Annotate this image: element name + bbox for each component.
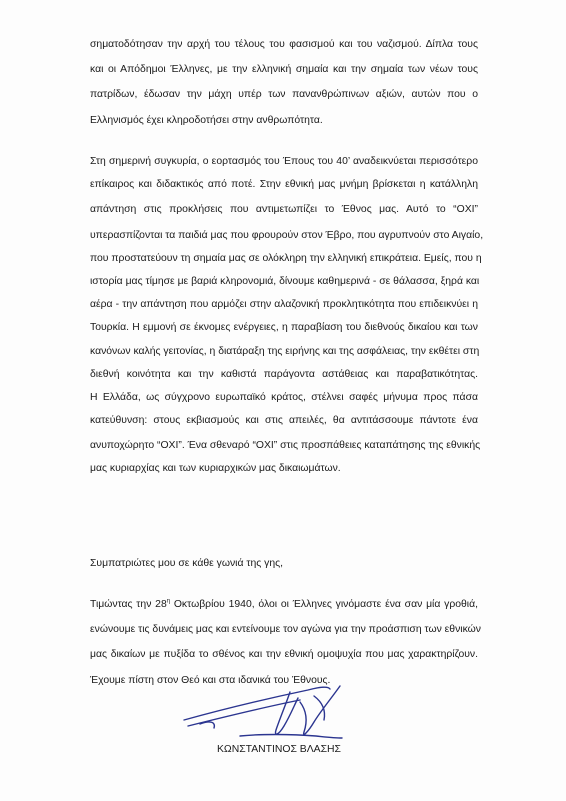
text-segment: Τιμώντας την 28 (90, 599, 167, 610)
text-line: απάντηση στις προκλήσεις που αντιμετωπίζει το Έθνος μας. Αυτό το “ΟΧΙ” (90, 204, 478, 216)
text-line: Τουρκία. Η εμμονή σε έκνομες ενέργειες, η παραβίαση του διεθνούς δικαίου και των (90, 322, 478, 334)
handwritten-signature (180, 680, 360, 750)
text-line: μας κυριαρχίας και των κυριαρχικών μας δικαιωμάτων. (90, 463, 341, 475)
text-line: ανυποχώρητο “ΟΧΙ”. Ένα σθεναρό “ΟΧΙ” στις προσπάθειες καταπάτησης της εθνικής (90, 440, 481, 452)
text-line: Συμπατριώτες μου σε κάθε γωνιά της γης, (90, 558, 284, 569)
text-line: που προστατεύουν τη σημαία μας σε ολόκληρη την ελληνική επικράτεια. Εμείς, που η (90, 252, 482, 264)
text-line: αέρα - την απάντηση που αρμόζει στην αλαζονική προκλητικότητα που επιδεικνύει η (90, 299, 478, 311)
paragraph-3 (90, 557, 478, 571)
text-line: διεθνή κοινότητα και την καθιστά παράγοντα αστάθειας και παραβατικότητας. (90, 368, 478, 380)
ordinal-superscript: η (166, 598, 171, 605)
paragraph-2 (90, 155, 484, 488)
text-line: Η Ελλάδα, ως σύγχρονο ευρωπαϊκό κράτος, στέλνει σαφές μήνυμα προς πάσα (90, 391, 478, 403)
text-line: Έχουμε πίστη στον Θεό και στα ιδανικά του Έθνους. (90, 674, 331, 686)
text-line: ιστορία μας τίμησε με βαριά κληρονομιά, δίνουμε καθημερινά - σε θάλασσα, ξηρά και (90, 275, 480, 287)
text-line: σηματοδότησαν την αρχή του τέλους του φασισμού και του ναζισμού. Δίπλα τους (90, 39, 478, 50)
text-line: ενώνουμε τις δυνάμεις μας και εντείνουμε τον αγώνα για την προάσπιση των εθνικών (90, 624, 481, 636)
text-line: Ελληνισμός έχει κληροδοτήσει στην ανθρωπότητα. (90, 114, 323, 126)
text-line: επίκαιρος και διδακτικός από ποτέ. Στην εθνική μας μνήμη βρίσκεται η κατάλληλη (90, 179, 478, 191)
text-segment: Οκτωβρίου 1940, όλοι οι Έλληνες γινόμαστε ένα σαν μία γροθιά, (170, 599, 479, 610)
text-line: Στη σημερινή συγκυρία, ο εορτασμός του Έπους του 40’ αναδεικνύεται περισσότερο (90, 156, 478, 167)
text-line: υπερασπίζονται τα παιδιά μας που φρουρούν στον Έβρο, που αγρυπνούν στο Αιγαίο, (90, 229, 484, 241)
text-line: κατεύθυνση: στους εκβιασμούς και στις απειλές, θα αντιτάσσουμε πάντοτε ένα (90, 415, 478, 427)
text-line: πατρίδων, έδωσαν την μάχη υπέρ των πανανθρώπινων αξιών, αυτών που ο (90, 89, 478, 101)
text-line: και οι Απόδημοι Έλληνες, με την ελληνική σημαία και την σημαία των νέων τους (90, 64, 478, 76)
text-line: μας δικαίων με πυξίδα το σθένος και την εθνική ομοψυχία που μας χαρακτηρίζουν. (90, 649, 478, 661)
text-line: κανόνων καλής γειτονίας, η διατάραξη της ειρήνης και της ασφάλειας, την εκθέτει στη (90, 345, 480, 357)
text-line (90, 598, 478, 612)
paragraph-1 (90, 38, 478, 139)
signer-name: ΚΩΝΣΤΑΝΤΙΝΟΣ ΒΛΑΣΗΣ (217, 744, 341, 755)
